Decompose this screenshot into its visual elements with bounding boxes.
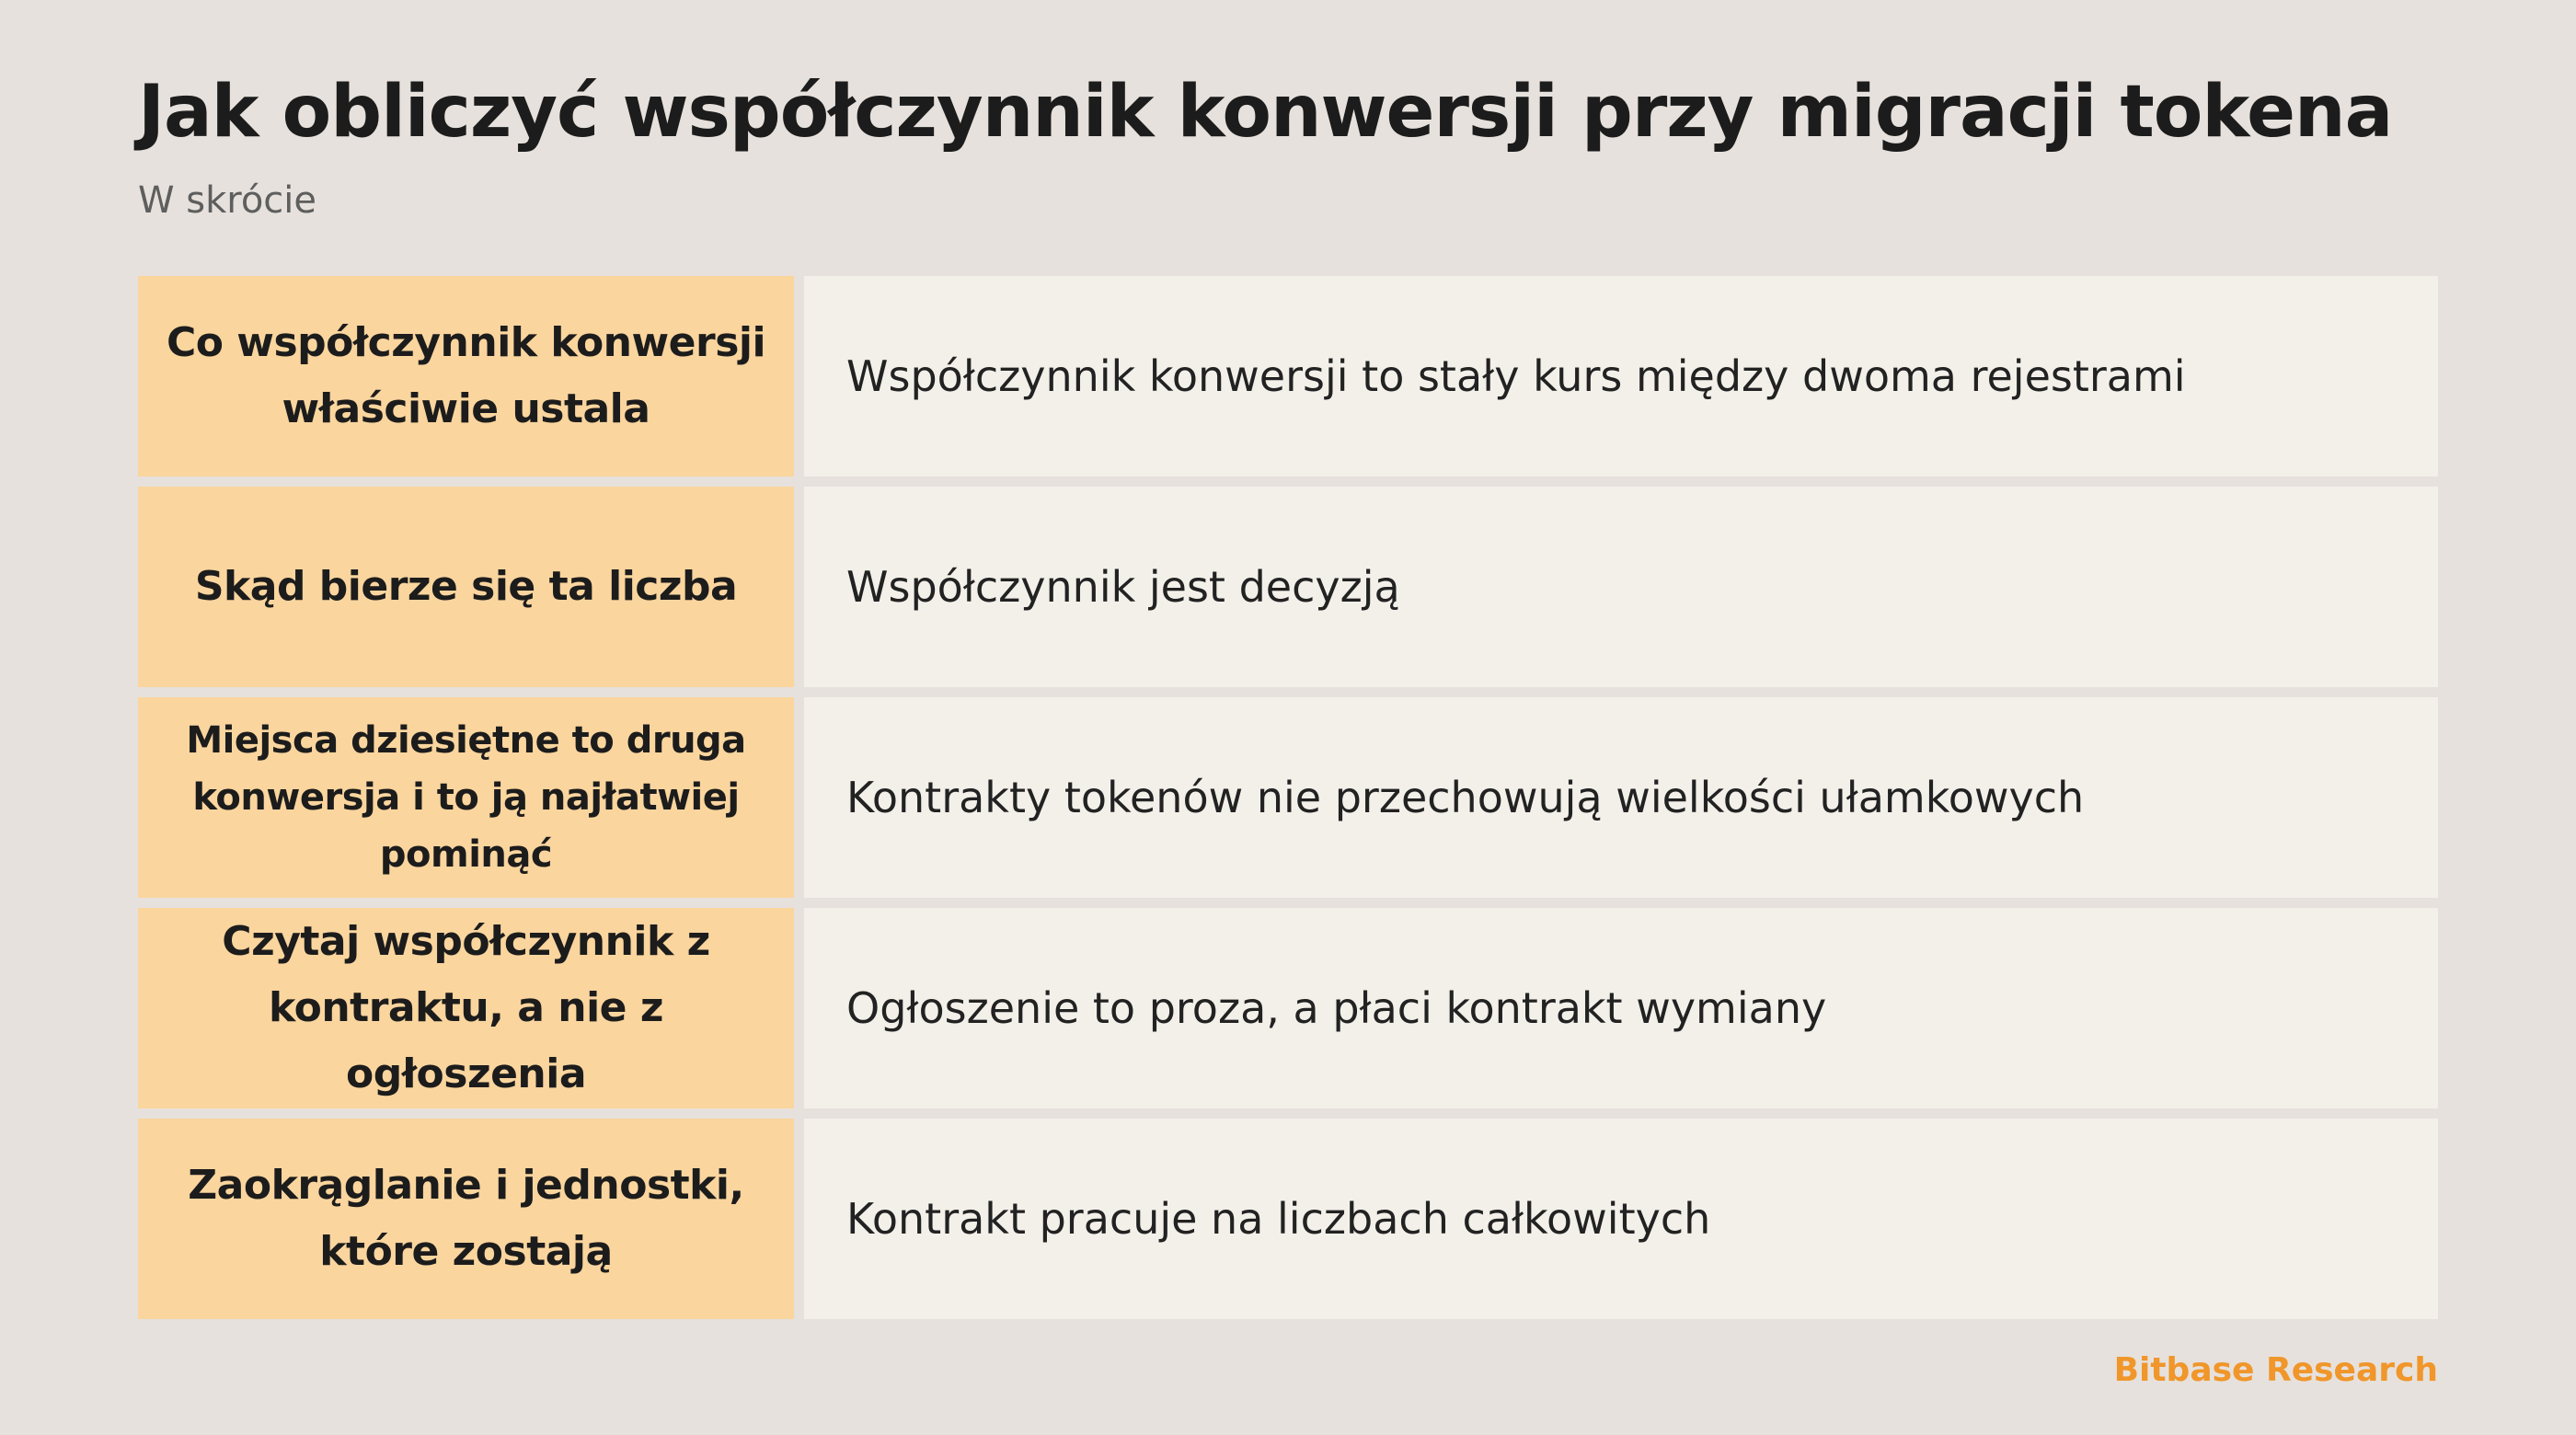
row-value: Ogłoszenie to proza, a płaci kontrakt wymiany: [804, 908, 2438, 1108]
row-value: Kontrakty tokenów nie przechowują wielkości ułamkowych: [804, 697, 2438, 898]
table-row: [138, 487, 2438, 687]
row-value: Kontrakt pracuje na liczbach całkowitych: [804, 1119, 2438, 1319]
row-label: Skąd bierze się ta liczba: [138, 487, 794, 687]
row-label: Czytaj współczynnik z kontraktu, a nie z ogłoszenia: [138, 908, 794, 1108]
page-title: Jak obliczyć współczynnik konwersji przy migracji tokena: [138, 71, 2393, 154]
brand-label: Bitbase Research: [2113, 1351, 2438, 1389]
table-row: [138, 697, 2438, 898]
table-row: [138, 908, 2438, 1108]
row-label: Miejsca dziesiętne to druga konwersja i to ją najłatwiej pominąć: [138, 697, 794, 898]
table-row: [138, 276, 2438, 476]
table-row: [138, 1119, 2438, 1319]
summary-table: [138, 276, 2438, 1319]
row-value: Współczynnik konwersji to stały kurs między dwoma rejestrami: [804, 276, 2438, 476]
page-subtitle: W skrócie: [138, 179, 317, 222]
row-label: Zaokrąglanie i jednostki, które zostają: [138, 1119, 794, 1319]
row-value: Współczynnik jest decyzją: [804, 487, 2438, 687]
row-label: Co współczynnik konwersji właściwie ustala: [138, 276, 794, 476]
